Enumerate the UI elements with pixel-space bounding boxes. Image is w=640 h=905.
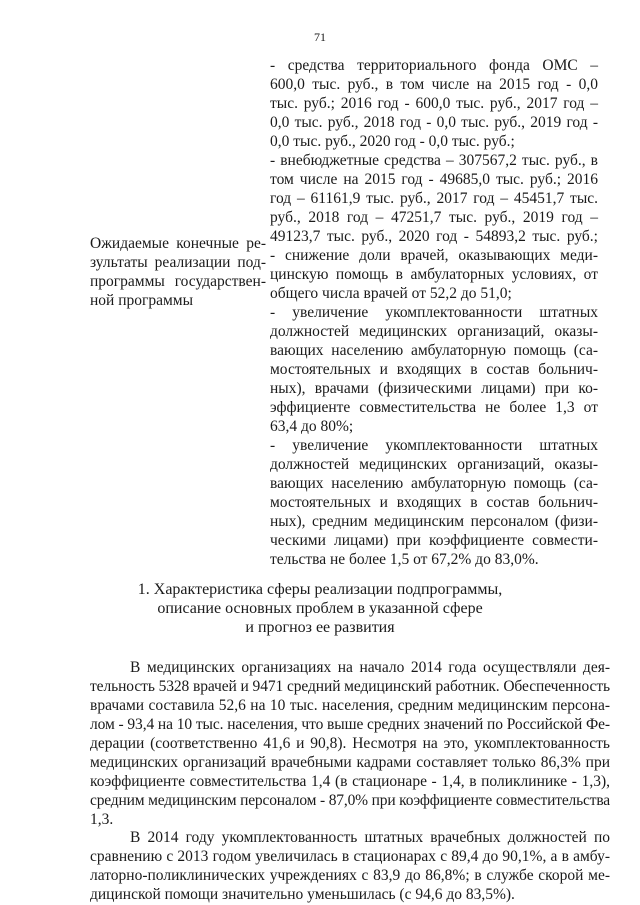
right-line: общего числа врачей от 52,2 до 51,0; [270, 285, 512, 302]
left-line: ной программы [90, 292, 194, 309]
left-line: Ожидаемые конечные ре- [90, 235, 266, 252]
paragraph-line: дерации (соответственно 41,6 и 90,8). Несмотря на это, укомплектованность [90, 735, 610, 752]
paragraph-line: лом - 93,4 на 10 тыс. населения, что выше средних значений по Российской Фе- [90, 716, 610, 733]
paragraph-line: В 2014 году укомплектованность штатных врачебных должностей по [130, 829, 610, 846]
right-line: эффициенте совместительства не более 1,3 от [270, 399, 598, 416]
right-line: тельства не более 1,5 от 67,2% до 83,0%. [270, 551, 539, 568]
paragraph-line: В медицинских организациях на начало 2014 года осуществляли дея- [130, 659, 610, 676]
right-line: 0,0 тыс. руб., 2020 год - 0,0 тыс. руб.; [270, 133, 515, 150]
section-heading-line: 1. Характеристика сферы реализации подпрограммы, [137, 581, 503, 598]
right-line: вающих населению амбулаторную помощь (са- [270, 475, 598, 492]
section-heading-line: и прогноз ее развития [245, 619, 395, 636]
right-line: 600,0 тыс. руб., в том числе на 2015 год - 0,0 [270, 76, 598, 93]
right-line: ческими лицами) при коэффициенте совмести- [270, 532, 598, 549]
paragraph-line: сравнению с 2013 годом увеличилась в стационарах с 89,4 до 90,1%, а в амбу- [90, 848, 610, 865]
page-number: 71 [314, 30, 326, 44]
right-line: 0,0 тыс. руб., 2018 год - 0,0 тыс. руб., 2019 год - [270, 114, 598, 131]
right-line: - внебюджетные средства – 307567,2 тыс. руб., в [270, 152, 598, 169]
paragraph-line: латорно-поликлинических учреждениях с 83,9 до 86,8%; в службе скорой ме- [90, 867, 610, 884]
right-line: год – 61161,9 тыс. руб., 2017 год – 45451,7 тыс. [270, 190, 598, 207]
paragraph-line: средним медицинским персоналом - 87,0% при коэффициенте совместительства [90, 792, 610, 809]
right-line: ных), средним медицинским персоналом (физи- [270, 513, 598, 530]
right-line: - снижение доли врачей, оказывающих меди- [270, 247, 598, 264]
paragraph-line: тельность 5328 врачей и 9471 средний медицинский работник. Обеспеченность [90, 678, 610, 695]
right-line: - средства территориального фонда ОМС – [270, 57, 598, 74]
right-line: 49123,7 тыс. руб., 2020 год - 54893,2 тыс. руб.; [270, 228, 598, 245]
section-heading-line: описание основных проблем в указанной сфере [157, 600, 483, 617]
right-line: том числе на 2015 год - 49685,0 тыс. руб.; 2016 [270, 171, 598, 188]
left-line: программы государствен- [90, 273, 266, 290]
right-line: - увеличение укомплектованности штатных [270, 437, 598, 454]
right-line: руб., 2018 год – 47251,7 тыс. руб., 2019 год – [270, 209, 598, 226]
right-line: вающих населению амбулаторную помощь (са- [270, 342, 598, 359]
paragraph-line: медицинских организаций врачебными кадрами составляет только 86,3% при [90, 754, 610, 771]
left-line: зультаты реализации под- [90, 254, 266, 271]
right-line: должностей медицинских организаций, оказы- [270, 323, 598, 340]
paragraph-line: врачами составила 52,6 на 10 тыс. населения, средним медицинским персона- [90, 697, 610, 714]
paragraph-line: 1,3. [90, 811, 114, 828]
right-line: цинскую помощь в амбулаторных условиях, от [270, 266, 598, 283]
right-line: ных), врачами (физическими лицами) при ко- [270, 380, 598, 397]
paragraph-line: коэффициенте совместительства 1,4 (в стационаре - 1,4, в поликлинике - 1,3), [90, 773, 610, 790]
right-line: мостоятельных и входящих в состав больнич- [270, 494, 598, 511]
right-line: тыс. руб.; 2016 год - 600,0 тыс. руб., 2017 год – [270, 95, 598, 112]
right-line: мостоятельных и входящих в состав больнич- [270, 361, 598, 378]
paragraph-line: дицинской помощи значительно уменьшилась (с 94,6 до 83,5%). [90, 886, 515, 903]
right-line: должностей медицинских организаций, оказы- [270, 456, 598, 473]
right-line: 63,4 до 80%; [270, 418, 354, 435]
right-line: - увеличение укомплектованности штатных [270, 304, 598, 321]
